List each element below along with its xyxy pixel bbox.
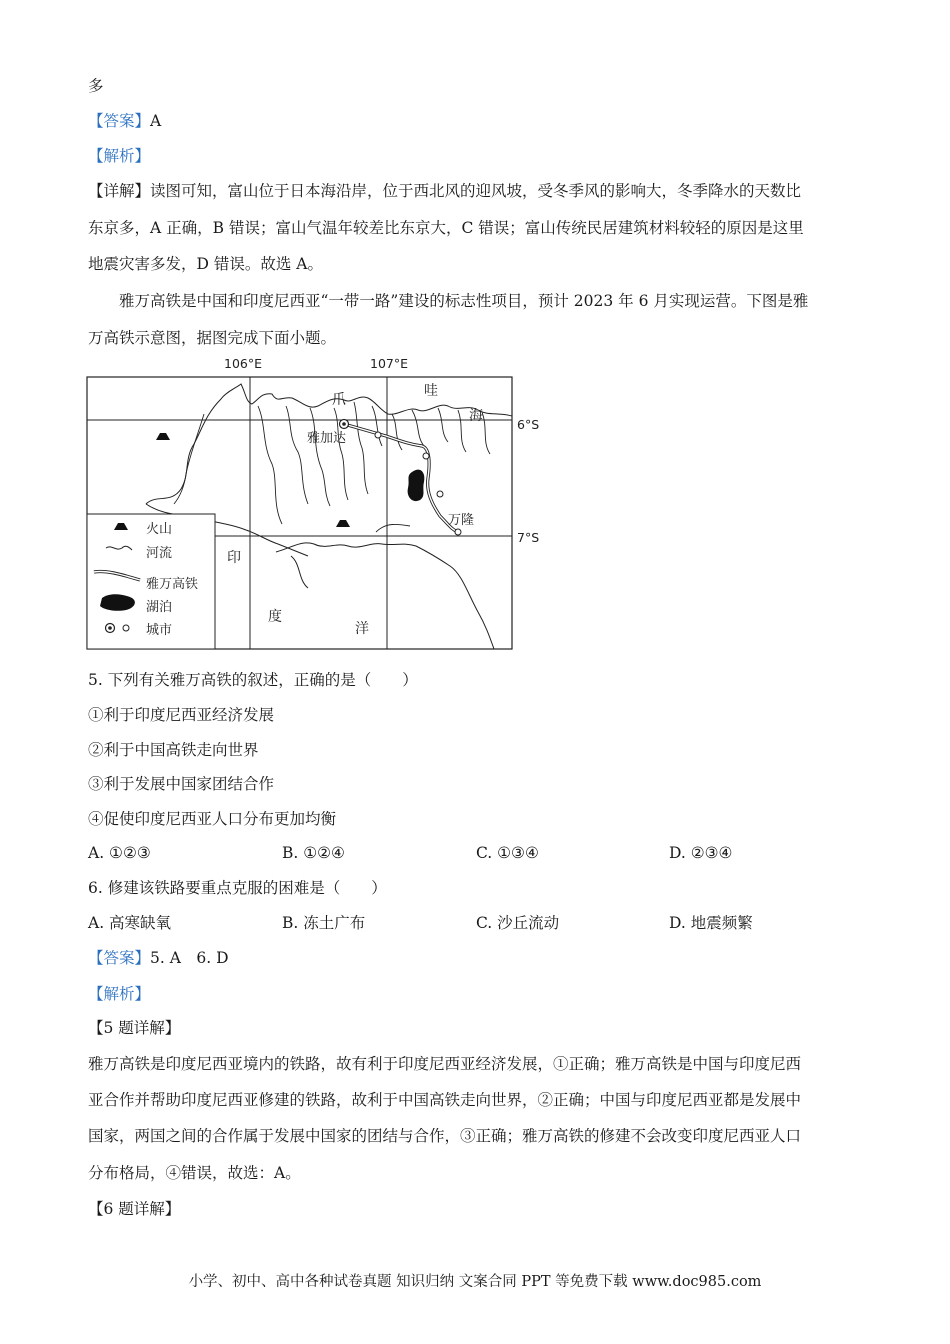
answer-value: A xyxy=(150,112,162,130)
ocean-char-2: 度 xyxy=(268,609,282,625)
answers-line xyxy=(88,948,229,968)
legend-railway-label: 雅万高铁 xyxy=(146,577,199,592)
q5-item-4: ④促使印度尼西亚人口分布更加均衡 xyxy=(88,810,337,828)
legend-city-label: 城市 xyxy=(146,623,173,638)
detail-line-3: 地震灾害多发，D 错误。故选 A。 xyxy=(88,255,323,273)
q5-option-c: C. ①③④ xyxy=(476,844,539,862)
legend-volcano-label: 火山 xyxy=(146,522,173,537)
q5-detail-tag: 【5 题详解】 xyxy=(88,1019,181,1037)
sea-char-3: 海 xyxy=(469,408,483,424)
volcano-icon xyxy=(336,520,350,527)
legend-capital-dot xyxy=(108,626,112,630)
top-char: 多 xyxy=(88,77,104,95)
intro-line-2: 万高铁示意图，据图完成下面小题。 xyxy=(88,329,337,347)
answer-tag-label: 【答案】 xyxy=(88,112,151,130)
q6-stem: 6. 修建该铁路要重点克服的困难是（ ） xyxy=(88,879,387,897)
lon-label-107: 107°E xyxy=(370,356,409,371)
legend-lake-label: 湖泊 xyxy=(146,600,173,615)
answer-tag xyxy=(88,111,161,131)
detail-tag: 【详解】 xyxy=(88,182,151,200)
detail-line-2: 东京多，A 正确，B 错误；富山气温年较差比东京大，C 错误；富山传统民居建筑材料较轻的原因是这里 xyxy=(88,219,804,237)
q5-detail-line-2: 亚合作并帮助印度尼西亚修建的铁路，故利于中国高铁走向世界，②正确；中国与印度尼西亚都是发展中 xyxy=(88,1091,802,1109)
intro-line-1: 雅万高铁是中国和印度尼西亚“一带一路”建设的标志性项目，预计 2023 年 6 月实现运营。下图是雅 xyxy=(119,292,809,310)
south-coast-inlet xyxy=(291,556,308,588)
q5-detail-line-1: 雅万高铁是印度尼西亚境内的铁路，故有利于印度尼西亚经济发展，①正确；雅万高铁是中国与印度尼西 xyxy=(88,1055,802,1073)
volcano-icon xyxy=(156,433,170,440)
city-label-jakarta: 雅加达 xyxy=(307,431,347,446)
sea-char-1: 爪 xyxy=(332,392,346,408)
capital-city-dot xyxy=(342,422,346,426)
city-icon xyxy=(437,491,443,497)
q6-option-a: A. 高寒缺氧 xyxy=(88,914,172,932)
lon-label-106: 106°E xyxy=(224,356,263,371)
q5-item-3: ③利于发展中国家团结合作 xyxy=(88,775,275,793)
q6-option-c: C. 沙丘流动 xyxy=(476,914,560,932)
q6-detail-tag: 【6 题详解】 xyxy=(88,1200,181,1218)
city-label-bandung: 万隆 xyxy=(448,513,475,528)
detail-text-1: 读图可知，富山位于日本海沿岸，位于西北风的迎风坡，受冬季风的影响大，冬季降水的天数比 xyxy=(150,182,802,200)
south-coastline xyxy=(276,543,494,649)
ocean-char-1: 印 xyxy=(227,550,241,566)
q5-detail-line-3: 国家，两国之间的合作属于发展中国家的团结与合作，③正确；雅万高铁的修建不会改变印度尼西亚人口 xyxy=(88,1127,802,1145)
railway-outline xyxy=(344,424,458,532)
sea-char-2: 哇 xyxy=(424,383,438,399)
q5-item-1: ①利于印度尼西亚经济发展 xyxy=(88,706,275,724)
ocean-char-3: 洋 xyxy=(355,621,369,637)
detail-line-1 xyxy=(88,181,801,201)
answers-tag: 【答案】 xyxy=(88,949,151,967)
q5-item-2: ②利于中国高铁走向世界 xyxy=(88,741,259,759)
page-footer: 小学、初中、高中各种试卷真题 知识归纳 文案合同 PPT 等免费下载 www.doc985.com xyxy=(188,1274,762,1290)
q6-option-b: B. 冻土广布 xyxy=(282,914,366,932)
lat-label-6s: 6°S xyxy=(517,417,540,432)
q6-option-d: D. 地震频繁 xyxy=(669,914,753,932)
lake-icon xyxy=(408,470,425,501)
answers-analysis-tag: 【解析】 xyxy=(88,985,151,1003)
railway-map xyxy=(86,354,556,654)
q5-option-b: B. ①②④ xyxy=(282,844,345,862)
legend-river-label: 河流 xyxy=(146,546,173,561)
answers-text: 5. A 6. D xyxy=(150,949,229,967)
analysis-tag: 【解析】 xyxy=(88,147,151,165)
rivers xyxy=(174,402,490,532)
lat-label-7s: 7°S xyxy=(517,530,540,545)
q5-option-d: D. ②③④ xyxy=(669,844,733,862)
q5-stem: 5. 下列有关雅万高铁的叙述，正确的是（ ） xyxy=(88,671,418,689)
q5-option-a: A. ①②③ xyxy=(88,844,151,862)
city-icon xyxy=(455,529,461,535)
city-icon xyxy=(423,453,429,459)
q5-detail-line-4: 分布格局，④错误，故选：A。 xyxy=(88,1164,301,1182)
legend-city-icon xyxy=(123,625,129,631)
city-icon xyxy=(375,432,381,438)
